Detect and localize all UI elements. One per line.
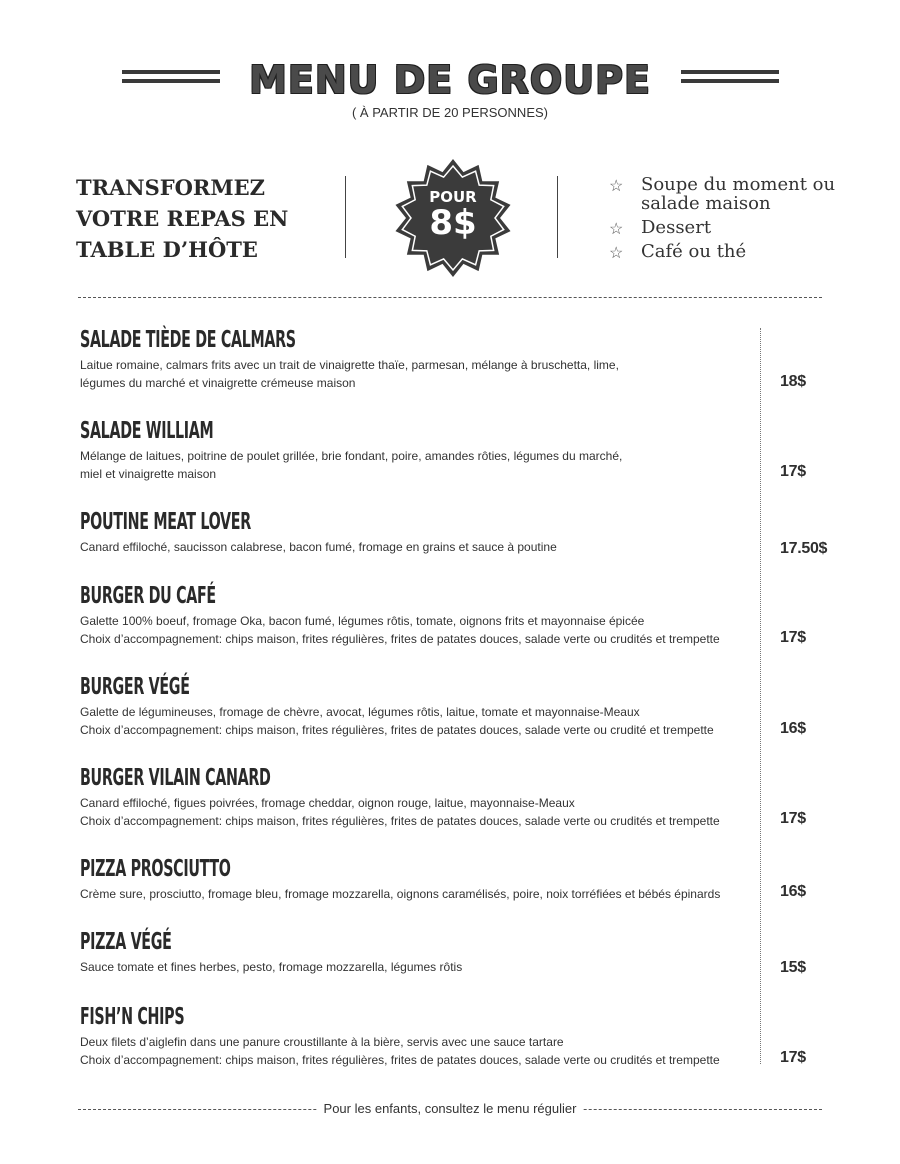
menu-item (80, 325, 760, 392)
description-line: Choix d’accompagnement: chips maison, frites régulières, frites de patates douces, salade verte ou crudités et trempette (80, 813, 720, 828)
menu-item-description (80, 704, 760, 739)
menu-item (80, 672, 760, 739)
page-subtitle: ( À PARTIR DE 20 PERSONNES) (351, 105, 548, 120)
included-item (609, 175, 849, 213)
description-line: Canard effiloché, figues poivrées, fromage cheddar, oignon rouge, laitue, mayonnaise-Meaux (80, 796, 575, 810)
menu-item-description (80, 613, 760, 648)
footer-note-text: Pour les enfants, consultez le menu régulier (318, 1101, 583, 1116)
description-line: Choix d’accompagnement: chips maison, frites régulières, frites de patates douces, salade verte ou crudité et trempette (80, 722, 714, 737)
menu-item-description (80, 448, 760, 483)
badge-price: 8$ (429, 203, 477, 243)
menu-item-price: 17$ (780, 463, 806, 480)
menu-item (80, 927, 760, 977)
menu-item-name: SALADE WILLIAM (80, 418, 214, 444)
menu-item-description (80, 886, 760, 904)
included-item-label: Dessert (641, 217, 712, 238)
menu-item-price: 15$ (780, 959, 806, 976)
included-item-label: Café ou thé (641, 241, 747, 262)
page-title: MENU DE GROUPE (249, 58, 651, 102)
menu-item-description (80, 959, 760, 977)
heading-line: VOTRE REPAS EN (76, 206, 289, 231)
menu-item-name: PIZZA PROSCIUTTO (80, 856, 231, 882)
menu-item (80, 763, 760, 830)
menu-item-name: PIZZA VÉGÉ (80, 929, 172, 955)
star-outline-icon: ☆ (609, 219, 624, 238)
menu-item-description (80, 795, 760, 830)
price-column-divider (760, 328, 761, 1064)
description-line: Laitue romaine, calmars frits avec un trait de vinaigrette thaïe, parmesan, mélange à bruschetta, lime, (80, 358, 619, 372)
description-line: Choix d’accompagnement: chips maison, frites régulières, frites de patates douces, salade verte ou crudités et trempette (80, 1052, 720, 1067)
menu-item-price: 16$ (780, 883, 806, 900)
menu-item (80, 854, 760, 904)
menu-item (80, 507, 760, 557)
included-item (609, 242, 849, 261)
star-outline-icon: ☆ (609, 243, 624, 262)
description-line: Deux filets d’aiglefin dans une panure croustillante à la bière, servis avec une sauce tartare (80, 1035, 564, 1049)
description-line: Canard effiloché, saucisson calabrese, bacon fumé, fromage en grains et sauce à poutine (80, 540, 557, 554)
menu-item-price: 16$ (780, 720, 806, 737)
badge-label: POUR (429, 188, 477, 206)
menu-item-description (80, 1034, 760, 1069)
heading-line: TRANSFORMEZ (76, 175, 265, 200)
included-item (609, 218, 849, 237)
description-line: Crème sure, prosciutto, fromage bleu, fromage mozzarella, oignons caramélisés, poire, noix torréfiées et bébés épinards (80, 887, 721, 901)
description-line: miel et vinaigrette maison (80, 466, 217, 481)
menu-header (0, 55, 900, 105)
section-divider (78, 297, 822, 298)
menu-item-price: 17$ (780, 810, 806, 827)
description-line: Choix d’accompagnement: chips maison, frites régulières, frites de patates douces, salade verte ou crudités et trempette (80, 631, 720, 646)
description-line: Galette 100% boeuf, fromage Oka, bacon fumé, légumes rôtis, tomate, oignons frits et mayonnaise épicée (80, 614, 645, 628)
included-list (609, 175, 849, 266)
menu-item-price: 18$ (780, 373, 806, 390)
star-outline-icon: ☆ (609, 176, 624, 195)
menu-item-name: POUTINE MEAT LOVER (80, 509, 251, 535)
menu-item-description (80, 539, 760, 557)
title-decoration-lines-right (681, 70, 779, 90)
footer-note (0, 1101, 900, 1116)
menu-item-name: BURGER VILAIN CANARD (80, 765, 271, 791)
table-dhote-heading (76, 172, 336, 265)
menu-item-name: FISH’N CHIPS (80, 1004, 185, 1030)
menu-item-price: 17$ (780, 1049, 806, 1066)
menu-item-price: 17$ (780, 629, 806, 646)
menu-item-name: BURGER VÉGÉ (80, 674, 190, 700)
included-item-label: Soupe du moment ou salade maison (641, 174, 836, 214)
description-line: Sauce tomate et fines herbes, pesto, fromage mozzarella, légumes rôtis (80, 960, 463, 974)
promo-divider-left (345, 176, 346, 258)
description-line: Mélange de laitues, poitrine de poulet grillée, brie fondant, poire, amandes rôties, légumes du marché, (80, 449, 623, 463)
description-line: Galette de légumineuses, fromage de chèvre, avocat, légumes rôtis, laitue, tomate et mayonnaise-Meaux (80, 705, 640, 719)
title-decoration-lines-left (122, 70, 220, 90)
menu-item-name: SALADE TIÈDE DE CALMARS (80, 327, 296, 353)
menu-item-name: BURGER DU CAFÉ (80, 583, 216, 609)
menu-item-description (80, 357, 760, 392)
menu-item (80, 416, 760, 483)
menu-item (80, 581, 760, 648)
promo-divider-right (557, 176, 558, 258)
description-line: légumes du marché et vinaigrette crémeuse maison (80, 375, 356, 390)
heading-line: TABLE D’HÔTE (76, 237, 258, 262)
menu-item-price: 17.50$ (780, 540, 828, 557)
menu-item (80, 1002, 760, 1069)
